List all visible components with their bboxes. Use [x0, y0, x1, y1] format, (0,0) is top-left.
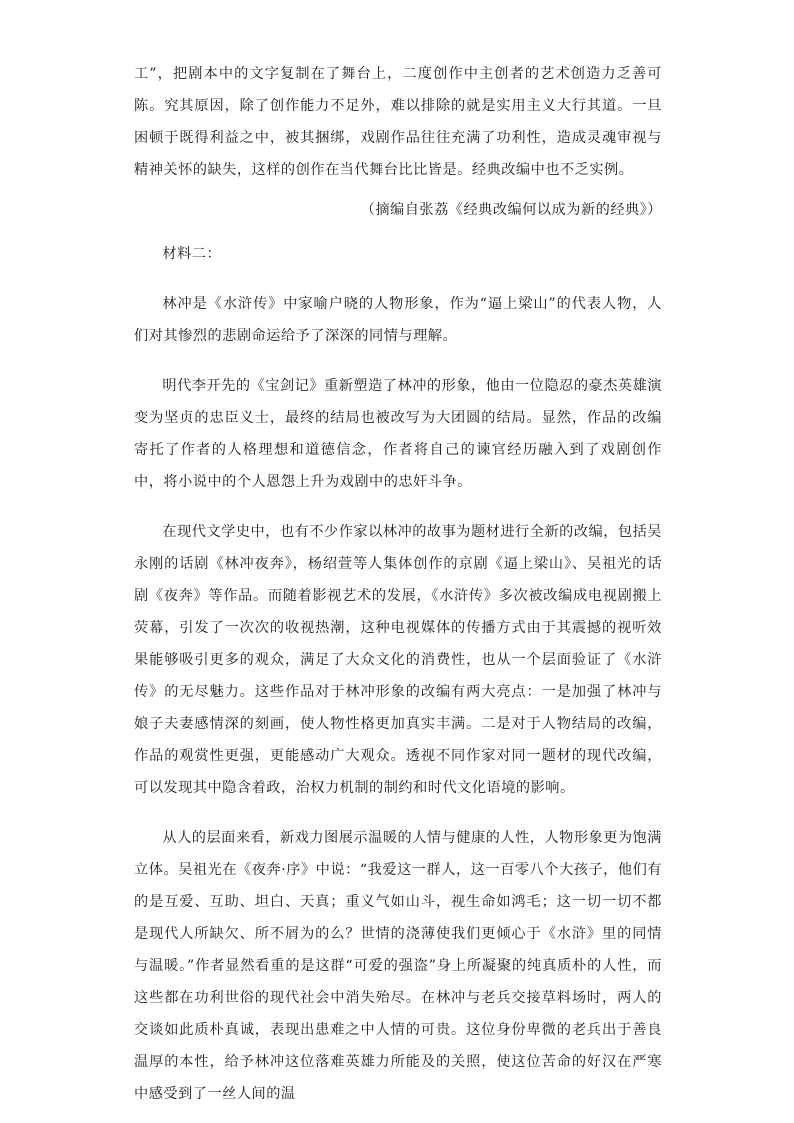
document-page [134, 58, 662, 1110]
material-one-source-citation: （摘编自张荔《经典改编何以成为新的经典》） [360, 202, 662, 218]
material-two-paragraph-3: 在现代文学史中，也有不少作家以林冲的故事为题材进行全新的改编，包括吴永刚的话剧《林冲夜奔》，杨绍萱等人集体创作的京剧《逼上梁山》、吴祖光的话剧《夜奔》等作品。而随着影视艺术的发展，《水浒传》多次被改编成电视剧搬上荧幕，引发了一次次的收视热潮，这种电视媒体的传播方式由于其震撼的视听效果能够吸引更多的观众，满足了大众文化的消费性，也从一个层面验证了《水浒传》的无尽魅力。这些作品对于林冲形象的改编有两大亮点：一是加强了林冲与娘子夫妻感情深的刻画，使人物性格更加真实丰满。二是对于人物结局的改编，作品的观赏性更强，更能感动广大观众。透视不同作家对同一题材的现代改编，可以发现其中隐含着政，治权力机制的制约和时代文化语境的影响。 [134, 524, 662, 796]
material-two-paragraph-1: 林冲是《水浒传》中家喻户晓的人物形象，作为“逼上梁山”的代表人物，人们对其惨烈的悲剧命运给予了深深的同情与理解。 [134, 296, 662, 344]
material-one-closing-paragraph: 工”，把剧本中的文字复制在了舞台上，二度创作中主创者的艺术创造力乏善可陈。究其原因，除了创作能力不足外，难以排除的就是实用主义大行其道。一旦困顿于既得利益之中，被其捆绑，戏剧作品往往充满了功利性，造成灵魂审视与精神关怀的缺失，这样的创作在当代舞台比比皆是。经典改编中也不乏实例。 [134, 66, 662, 178]
material-two-paragraph-4: 从人的层面来看，新戏力图展示温暖的人情与健康的人性，人物形象更为饱满立体。吴祖光在《夜奔·序》中说：“我爱这一群人，这一百零八个大孩子，他们有的是互爱、互助、坦白、天真；重义气如山斗，视生命如鸿毛；这一切一切不都是现代人所缺欠、所不屑为的么？世情的浇薄使我们更倾心于《水浒》里的同情与温暖。”作者显然看重的是这群“可爱的强盗”身上所凝聚的纯真质朴的人性，而这些都在功利世俗的现代社会中消失殆尽。在林冲与老兵交接草料场时，两人的交谈如此质朴真诚，表现出患难之中人情的可贵。这位身份卑微的老兵出于善良温厚的本性，给予林冲这位落难英雄力所能及的关照，使这位苦命的好汉在严寒中感受到了一丝人间的温 [134, 830, 662, 1102]
material-two-heading: 材料二： [162, 246, 222, 262]
material-two-paragraph-2: 明代李开先的《宝剑记》重新塑造了林冲的形象，他由一位隐忍的豪杰英雄演变为坚贞的忠臣义士，最终的结局也被改写为大团圆的结局。显然，作品的改编寄托了作者的人格理想和道德信念，作者将自己的谏官经历融入到了戏剧创作中，将小说中的个人恩怨上升为戏剧中的忠奸斗争。 [134, 378, 662, 490]
